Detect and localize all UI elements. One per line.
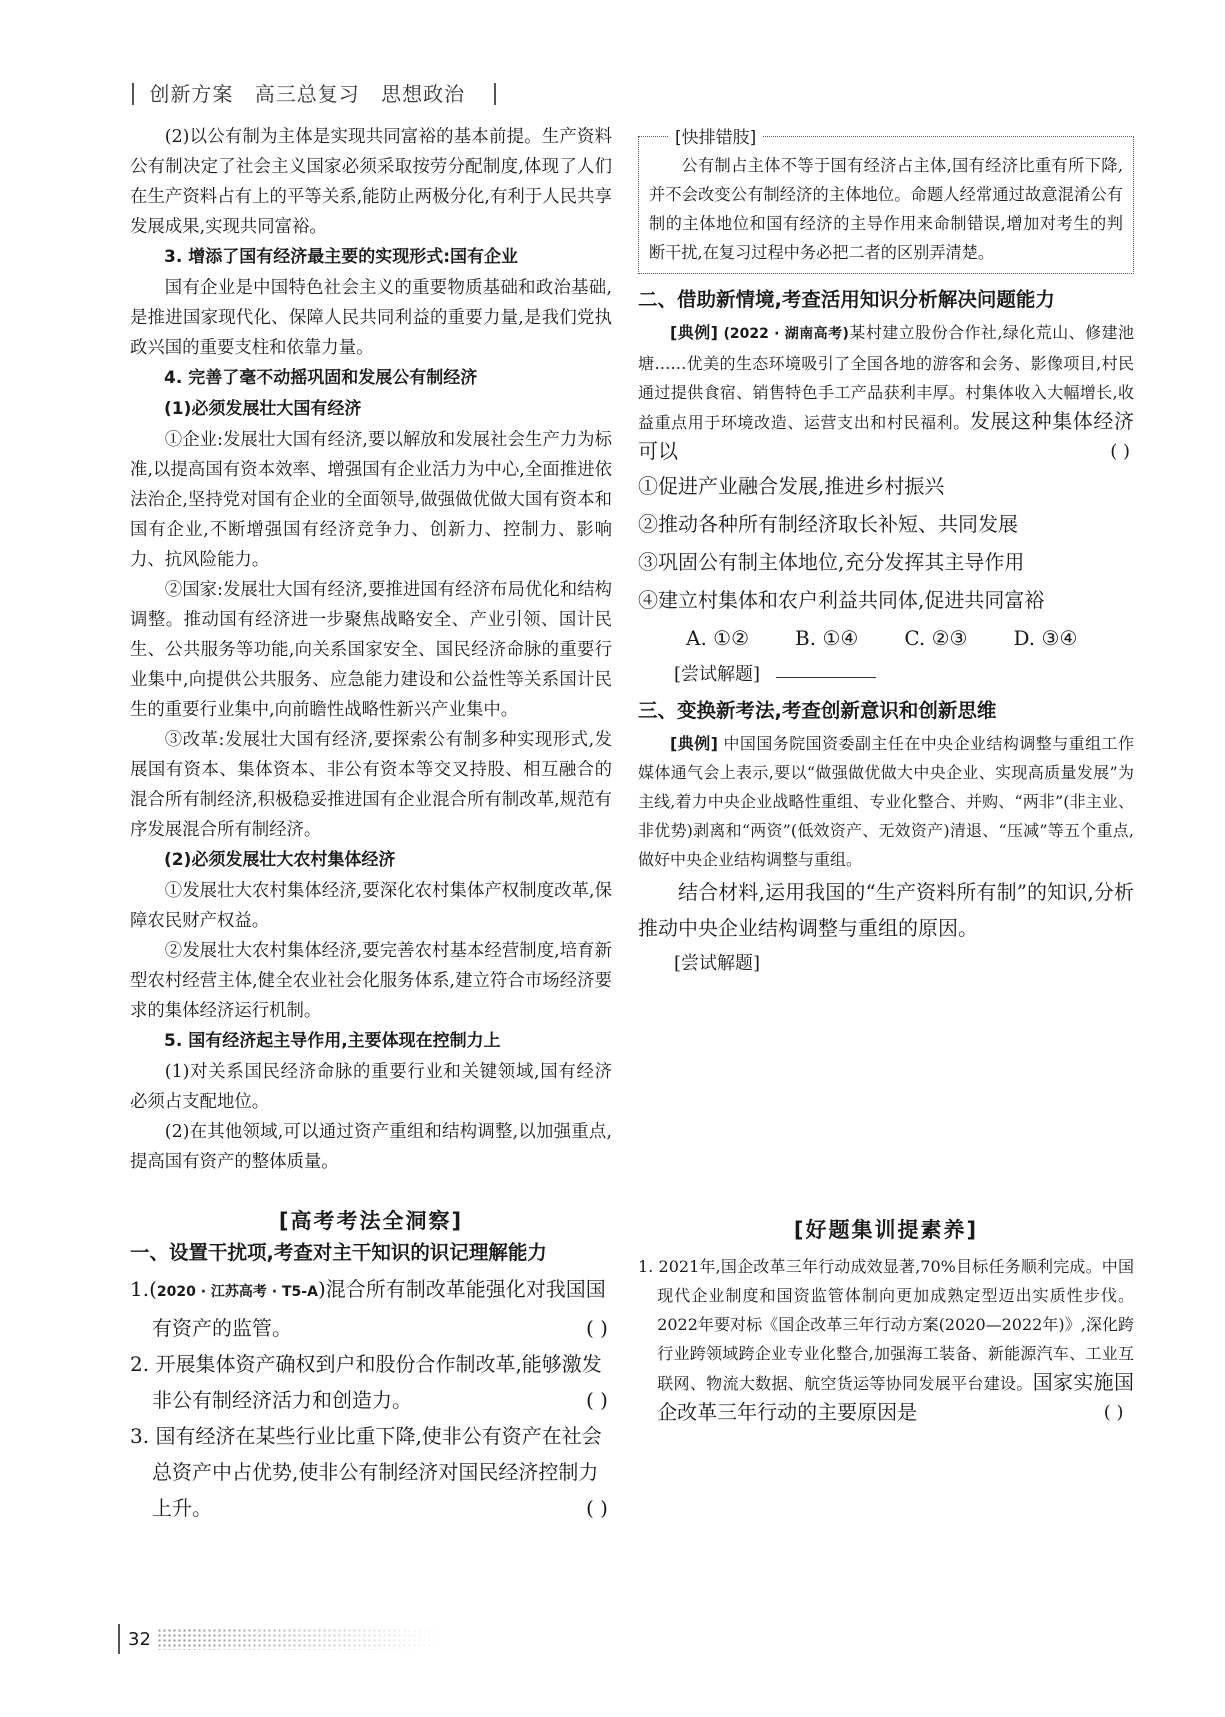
footer-divider: [118, 1624, 120, 1654]
heading: 5. 国有经济起主导作用,主要体现在控制力上: [164, 1031, 501, 1051]
option-4: ④建立村集体和农户利益共同体,促进共同富裕: [638, 588, 1045, 612]
paragraph: (2)以公有制为主体是实现共同富裕的基本前提。生产资料公有制决定了社会主义国家必须采取按劳分配制度,体现了人们在生产资料占有上的平等关系,能防止两极分化,有利于人民共享发展成果,实现共同富裕。: [130, 127, 612, 237]
section-title: [好题集训提素养]: [793, 1218, 979, 1242]
header-divider: [132, 83, 134, 105]
tip-text: 公有制占主体不等于国有经济占主体,国有经济比重有所下降,并不会改变公有制经济的主体地位。命题人经常通过故意混淆公有制的主体地位和国有经济的主导作用来命制错误,增加对考生的判断干扰,在复习过程中务必把二者的区别弄清楚。: [649, 156, 1123, 262]
paragraph: 国有企业是中国特色社会主义的重要物质基础和政治基础,是推进国家现代化、保障人民共同利益的重要力量,是我们党执政兴国的重要支柱和依靠力量。: [130, 278, 612, 358]
example-2: [典例] 中国国务院国资委副主任在中央企业结构调整与重组工作媒体通气会上表示,要以“做强做优做大中央企业、实现高质量发展”为主线,着力中央企业战略性重组、专业化整合、并购、“两非”(非主业、非优势)剥离和“两资”(低效资产、无效资产)清退、“压减”等五个重点,做好中央企业结构调整与重组。: [638, 734, 1134, 869]
subheading: (2)必须发展壮大农村集体经济: [164, 850, 396, 870]
choice-b[interactable]: B. ①④: [795, 626, 859, 650]
footer-dot-pattern: [157, 1628, 447, 1650]
header-grade: 高三总复习: [254, 82, 360, 106]
answer-blank[interactable]: [776, 677, 876, 678]
answer-bracket[interactable]: ( ): [1103, 1402, 1124, 1423]
page-number: 32: [128, 1628, 151, 1650]
choice-a[interactable]: A. ①②: [686, 626, 750, 650]
header-divider: [494, 83, 496, 105]
example-2-question: 结合材料,运用我国的“生产资料所有制”的知识,分析推动中央企业结构调整与重组的原因。: [638, 880, 1134, 940]
option-2: ②推动各种所有制经济取长补短、共同发展: [638, 512, 1018, 536]
paragraph: ②发展壮大农村集体经济,要完善农村基本经营制度,培育新型农村经营主体,健全农业社会化服务体系,建立符合市场经济要求的集体经济运行机制。: [130, 941, 612, 1021]
header-book: 创新方案: [149, 82, 234, 106]
running-header: [124, 78, 504, 107]
paragraph: (1)对关系国民经济命脉的重要行业和关键领域,国有经济必须占支配地位。: [130, 1062, 612, 1112]
header-subject: 思想政治: [381, 82, 466, 106]
heading: 3. 增添了国有经济最主要的实现形式:国有企业: [164, 247, 519, 267]
example-1: [典例] (2022 · 湖南高考)某村建立股份合作社,绿化荒山、修建池塘……优美的生态环境吸引了全国各地的游客和会务、影像项目,村民通过提供食宿、销售特色手工产品获利丰厚。村集体收入大幅增长,收益重点用于环境改造、运营支出和村民福利。发展这种集体经济可以 ( ): [638, 318, 1134, 467]
subsection-title: 三、变换新考法,考查创新意识和创新思维: [638, 699, 997, 722]
subheading: (1)必须发展壮大国有经济: [164, 399, 362, 419]
attempt-line: [尝试解题]: [674, 953, 761, 974]
question-3: 3. 国有经济在某些行业比重下降,使非公有资产在社会总资产中占优势,使非公有制经济对国民经济控制力上升。 ( ): [130, 1424, 608, 1520]
attempt-line: [尝试解题]: [638, 657, 1134, 693]
paragraph: ①企业:发展壮大国有经济,要以解放和发展社会生产力为标准,以提高国有资本效率、增强国有企业活力为中心,全面推进依法治企,坚持党对国有企业的全面领导,做强做优做大国有资本和国有企业,不断增强国有经济竞争力、创新力、控制力、影响力、抗风险能力。: [130, 430, 612, 570]
subsection-title: 一、设置干扰项,考查对主干知识的识记理解能力: [130, 1241, 547, 1264]
example-tag: [典例]: [670, 734, 718, 753]
question-1: 1.(2020 · 江苏高考 · T5-A)混合所有制改革能强化对我国国有资产的监管。 ( ): [130, 1277, 608, 1340]
paragraph: ②国家:发展壮大国有经济,要推进国有经济布局优化和结构调整。推动国有经济进一步聚焦战略安全、产业引领、国计民生、公共服务等功能,向关系国家安全、国民经济命脉的重要行业集中,向提供公共服务、应急能力建设和公益性等关系国计民生的重要行业集中,向前瞻性战略性新兴产业集中。: [130, 580, 612, 720]
choice-c[interactable]: C. ②③: [904, 626, 968, 650]
section-title: [高考考法全洞察]: [278, 1209, 464, 1233]
tip-title: [快排错肢]: [669, 123, 762, 148]
heading: 4. 完善了毫不动摇巩固和发展公有制经济: [164, 368, 478, 388]
tip-box: [638, 128, 1134, 274]
answer-choices: [638, 619, 1134, 657]
option-3: ③巩固公有制主体地位,充分发挥其主导作用: [638, 550, 1025, 574]
paragraph: ①发展壮大农村集体经济,要深化农村集体产权制度改革,保障农民财产权益。: [130, 881, 612, 931]
right-column: [638, 122, 1134, 1428]
answer-bracket[interactable]: ( ): [1110, 441, 1130, 462]
choice-d[interactable]: D. ③④: [1013, 626, 1078, 650]
question-source: 2020 · 江苏高考 · T5-A: [156, 1284, 318, 1300]
example-tag: [典例]: [670, 323, 718, 342]
paragraph: (2)在其他领域,可以通过资产重组和结构调整,以加强重点,提高国有资产的整体质量。: [130, 1122, 612, 1172]
example-source: (2022 · 湖南高考): [723, 326, 849, 342]
left-column: [130, 122, 612, 1526]
question-2: 2. 开展集体资产确权到户和股份合作制改革,能够激发非公有制经济活力和创造力。 ( ): [130, 1352, 608, 1412]
option-1: ①促进产业融合发展,推进乡村振兴: [638, 474, 945, 498]
practice-question-1: 1. 2021年,国企改革三年行动成效显著,70%目标任务顺利完成。中国现代企业制度和国资监管体制向更加成熟定型迈出实质性步伐。2022年要对标《国企改革三年行动方案(2020—2022年)》,深化跨行业跨领域跨企业专业化整合,加强海工装备、新能源汽车、工业互联网、物流大数据、航空货运等协同发展平台建设。国家实施国企改革三年行动的主要原因是 ( ): [638, 1252, 1134, 1428]
subsection-title: 二、借助新情境,考查活用知识分析解决问题能力: [638, 288, 1055, 311]
page-footer: [118, 1624, 447, 1654]
paragraph: ③改革:发展壮大国有经济,要探索公有制多种实现形式,发展国有资本、集体资本、非公有资本等交叉持股、相互融合的混合所有制经济,积极稳妥推进国有企业混合所有制改革,规范有序发展混合所有制经济。: [130, 730, 612, 840]
answer-space[interactable]: [638, 982, 1134, 1214]
